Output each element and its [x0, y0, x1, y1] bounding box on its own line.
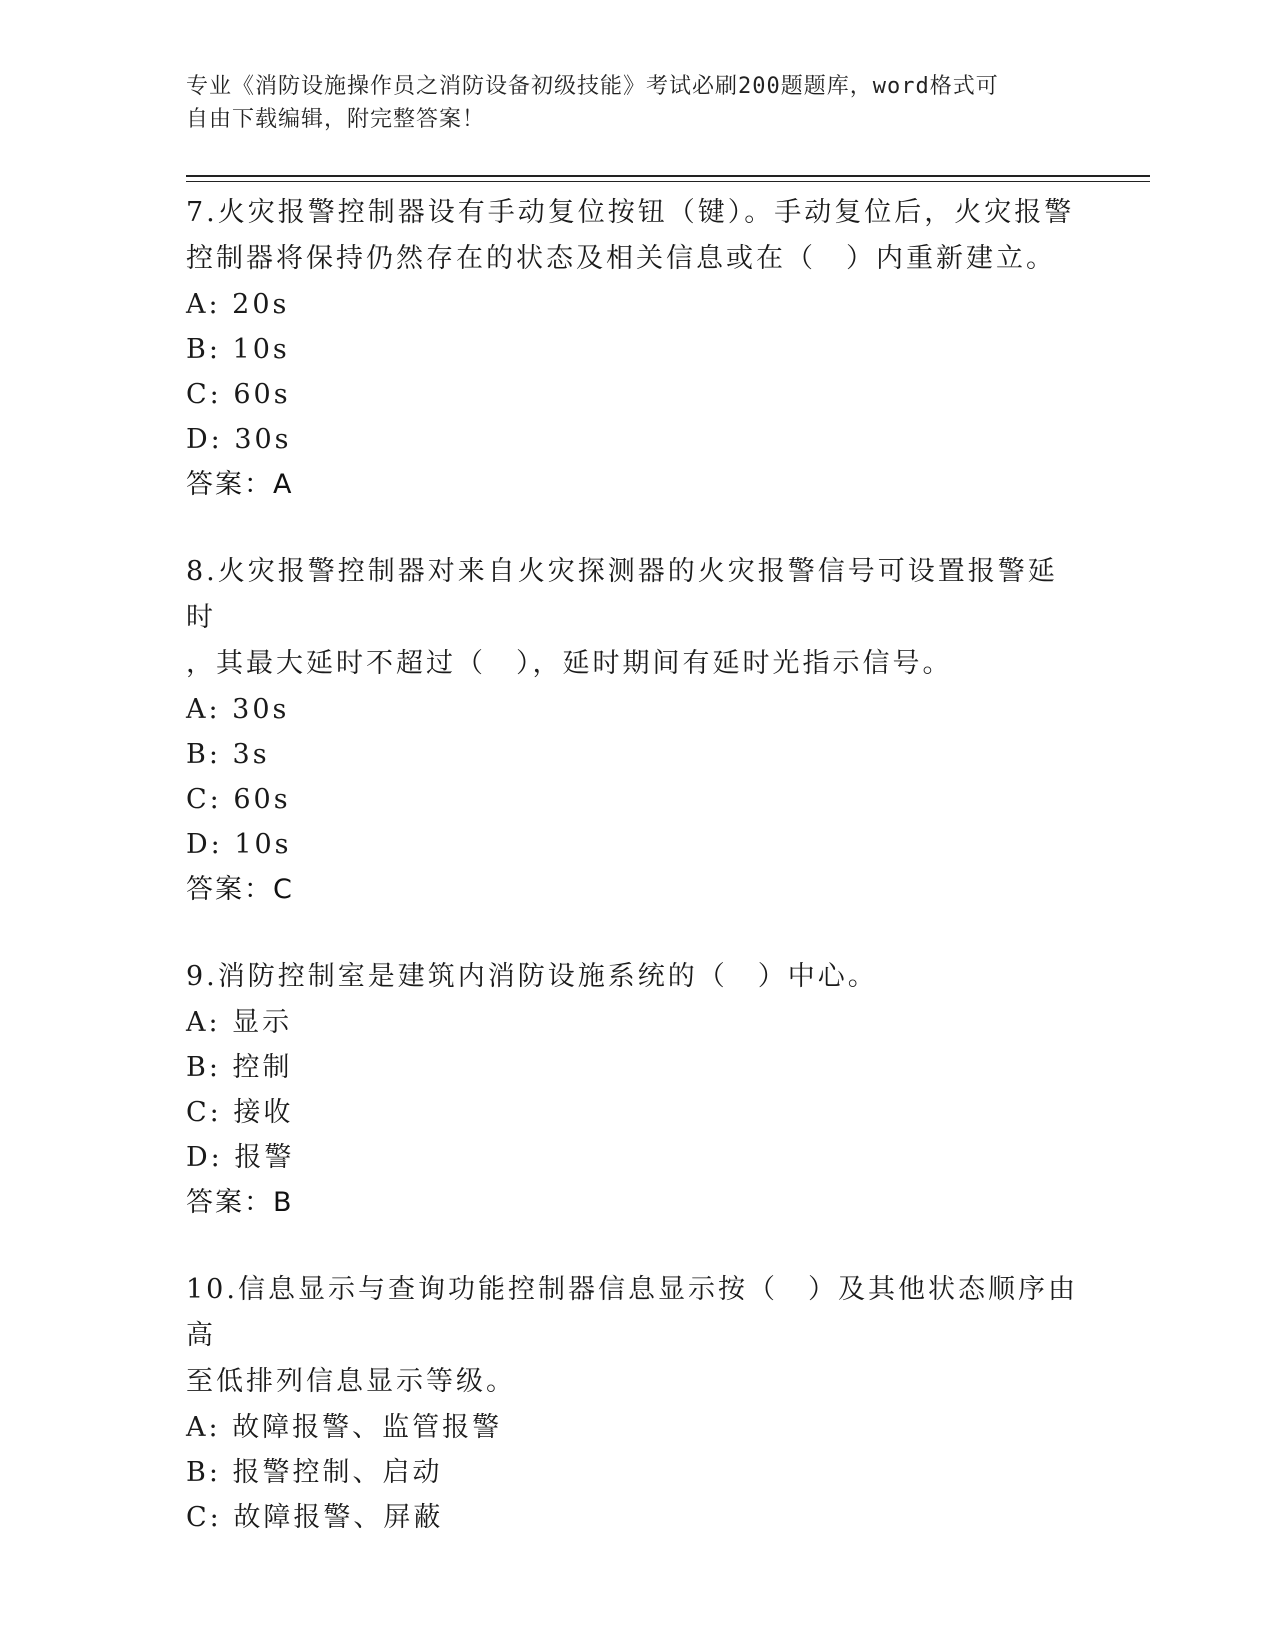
question-text: 控制器将保持仍然存在的状态及相关信息或在（ ）内重新建立。	[186, 243, 1056, 274]
answer-line: 答案：C	[186, 874, 294, 905]
question-text: 9.消防控制室是建筑内消防设施系统的（ ）中心。	[186, 961, 878, 992]
header-line-2: 自由下载编辑，附完整答案！	[186, 107, 486, 132]
option-c: C: 60s	[186, 784, 291, 815]
header-divider-thin	[186, 181, 1150, 182]
option-d: D: 报警	[186, 1142, 295, 1173]
option-c: C: 故障报警、屏蔽	[186, 1502, 444, 1533]
option-c: C: 接收	[186, 1097, 294, 1128]
answer-line: 答案：B	[186, 1187, 294, 1218]
header-line-1: 专业《消防设施操作员之消防设备初级技能》考试必刷200题题库，word格式可	[186, 74, 999, 99]
document-header	[186, 70, 1066, 136]
question-9	[186, 954, 1086, 1225]
option-a: A: 20s	[186, 289, 290, 320]
question-text: 10.信息显示与查询功能控制器信息显示按（ ）及其他状态顺序由高	[186, 1274, 1078, 1351]
question-10	[186, 1267, 1086, 1540]
option-b: B: 10s	[186, 334, 290, 365]
option-b: B: 报警控制、启动	[186, 1457, 443, 1488]
question-8	[186, 549, 1086, 912]
option-b: B: 控制	[186, 1052, 293, 1083]
option-d: D: 10s	[186, 829, 292, 860]
option-c: C: 60s	[186, 379, 291, 410]
option-a: A: 30s	[186, 694, 290, 725]
option-a: A: 显示	[186, 1007, 293, 1038]
question-7	[186, 190, 1086, 507]
question-text: 7.火灾报警控制器设有手动复位按钮（键）。手动复位后，火灾报警	[186, 197, 1075, 228]
answer-line: 答案：A	[186, 469, 294, 500]
option-b: B: 3s	[186, 739, 270, 770]
question-text: 8.火灾报警控制器对来自火灾探测器的火灾报警信号可设置报警延时	[186, 556, 1058, 633]
header-divider-thick	[186, 175, 1150, 177]
option-a: A: 故障报警、监管报警	[186, 1412, 503, 1443]
question-text: 至低排列信息显示等级。	[186, 1366, 516, 1397]
option-d: D: 30s	[186, 424, 292, 455]
question-list	[186, 190, 1086, 1582]
question-text: ，其最大延时不超过（ ），延时期间有延时光指示信号。	[186, 648, 953, 679]
